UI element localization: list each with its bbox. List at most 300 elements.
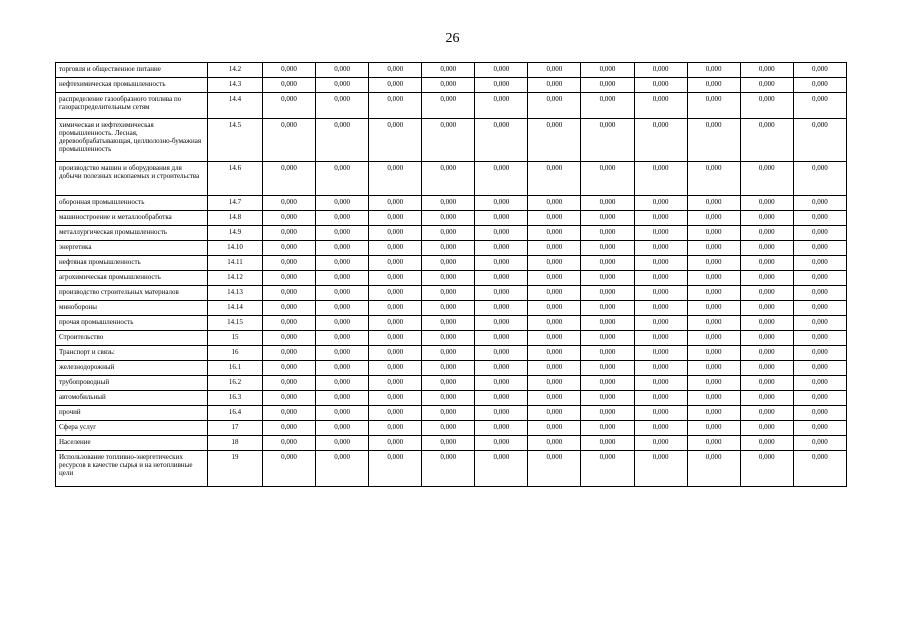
value-cell: 0,000 bbox=[581, 421, 634, 436]
value-cell: 0,000 bbox=[581, 301, 634, 316]
value-cell: 0,000 bbox=[634, 93, 687, 119]
table-row bbox=[56, 346, 847, 361]
value-cell: 0,000 bbox=[793, 436, 846, 451]
value-cell: 0,000 bbox=[581, 226, 634, 241]
value-cell: 0,000 bbox=[422, 451, 475, 487]
value-cell: 0,000 bbox=[528, 391, 581, 406]
value-cell: 0,000 bbox=[422, 421, 475, 436]
value-cell: 0,000 bbox=[316, 241, 369, 256]
row-code: 16 bbox=[208, 346, 263, 361]
value-cell: 0,000 bbox=[422, 286, 475, 301]
value-cell: 0,000 bbox=[740, 226, 793, 241]
value-cell: 0,000 bbox=[369, 211, 422, 226]
value-cell: 0,000 bbox=[634, 78, 687, 93]
value-cell: 0,000 bbox=[528, 63, 581, 78]
value-cell: 0,000 bbox=[369, 63, 422, 78]
row-label: нефтехимическая промышленность bbox=[56, 78, 208, 93]
value-cell: 0,000 bbox=[581, 406, 634, 421]
value-cell: 0,000 bbox=[687, 331, 740, 346]
value-cell: 0,000 bbox=[263, 286, 316, 301]
row-code: 14.14 bbox=[208, 301, 263, 316]
row-label: машиностроение и металлообработка bbox=[56, 211, 208, 226]
value-cell: 0,000 bbox=[581, 271, 634, 286]
value-cell: 0,000 bbox=[528, 286, 581, 301]
value-cell: 0,000 bbox=[528, 271, 581, 286]
value-cell: 0,000 bbox=[528, 346, 581, 361]
value-cell: 0,000 bbox=[369, 271, 422, 286]
row-label: Население bbox=[56, 436, 208, 451]
row-label: производство машин и оборудования для добычи полезных ископаемых и строительства bbox=[56, 162, 208, 196]
value-cell: 0,000 bbox=[528, 119, 581, 162]
value-cell: 0,000 bbox=[475, 316, 528, 331]
value-cell: 0,000 bbox=[793, 391, 846, 406]
value-cell: 0,000 bbox=[740, 436, 793, 451]
value-cell: 0,000 bbox=[422, 226, 475, 241]
value-cell: 0,000 bbox=[740, 119, 793, 162]
value-cell: 0,000 bbox=[793, 406, 846, 421]
value-cell: 0,000 bbox=[422, 361, 475, 376]
row-label: металлургическая промышленность bbox=[56, 226, 208, 241]
value-cell: 0,000 bbox=[422, 162, 475, 196]
value-cell: 0,000 bbox=[263, 361, 316, 376]
row-code: 14.5 bbox=[208, 119, 263, 162]
table-row bbox=[56, 436, 847, 451]
row-label: нефтяная промышленность bbox=[56, 256, 208, 271]
value-cell: 0,000 bbox=[263, 391, 316, 406]
value-cell: 0,000 bbox=[263, 211, 316, 226]
value-cell: 0,000 bbox=[740, 196, 793, 211]
value-cell: 0,000 bbox=[263, 421, 316, 436]
value-cell: 0,000 bbox=[581, 211, 634, 226]
value-cell: 0,000 bbox=[634, 256, 687, 271]
value-cell: 0,000 bbox=[581, 241, 634, 256]
value-cell: 0,000 bbox=[687, 391, 740, 406]
value-cell: 0,000 bbox=[634, 63, 687, 78]
row-label: распределение газообразного топлива по газораспределительным сетям bbox=[56, 93, 208, 119]
value-cell: 0,000 bbox=[475, 376, 528, 391]
value-cell: 0,000 bbox=[528, 78, 581, 93]
row-label: прочий bbox=[56, 406, 208, 421]
value-cell: 0,000 bbox=[581, 196, 634, 211]
table-row bbox=[56, 241, 847, 256]
value-cell: 0,000 bbox=[793, 196, 846, 211]
value-cell: 0,000 bbox=[740, 346, 793, 361]
value-cell: 0,000 bbox=[581, 346, 634, 361]
value-cell: 0,000 bbox=[687, 451, 740, 487]
value-cell: 0,000 bbox=[793, 271, 846, 286]
row-code: 14.3 bbox=[208, 78, 263, 93]
row-code: 16.4 bbox=[208, 406, 263, 421]
value-cell: 0,000 bbox=[528, 93, 581, 119]
value-cell: 0,000 bbox=[369, 226, 422, 241]
value-cell: 0,000 bbox=[793, 451, 846, 487]
value-cell: 0,000 bbox=[316, 286, 369, 301]
value-cell: 0,000 bbox=[528, 436, 581, 451]
table-row bbox=[56, 391, 847, 406]
value-cell: 0,000 bbox=[793, 286, 846, 301]
row-code: 16.1 bbox=[208, 361, 263, 376]
value-cell: 0,000 bbox=[369, 286, 422, 301]
value-cell: 0,000 bbox=[634, 376, 687, 391]
value-cell: 0,000 bbox=[316, 196, 369, 211]
value-cell: 0,000 bbox=[263, 331, 316, 346]
row-label: агрохимическая промышленность bbox=[56, 271, 208, 286]
value-cell: 0,000 bbox=[475, 226, 528, 241]
value-cell: 0,000 bbox=[475, 256, 528, 271]
value-cell: 0,000 bbox=[581, 451, 634, 487]
value-cell: 0,000 bbox=[634, 119, 687, 162]
value-cell: 0,000 bbox=[369, 301, 422, 316]
value-cell: 0,000 bbox=[687, 346, 740, 361]
value-cell: 0,000 bbox=[422, 196, 475, 211]
value-cell: 0,000 bbox=[475, 78, 528, 93]
value-cell: 0,000 bbox=[687, 93, 740, 119]
value-cell: 0,000 bbox=[369, 196, 422, 211]
row-label: железнодорожный bbox=[56, 361, 208, 376]
value-cell: 0,000 bbox=[475, 301, 528, 316]
value-cell: 0,000 bbox=[316, 256, 369, 271]
value-cell: 0,000 bbox=[369, 391, 422, 406]
row-label: Сфера услуг bbox=[56, 421, 208, 436]
value-cell: 0,000 bbox=[422, 93, 475, 119]
value-cell: 0,000 bbox=[316, 391, 369, 406]
row-label: минобороны bbox=[56, 301, 208, 316]
row-code: 19 bbox=[208, 451, 263, 487]
row-label: Строительство bbox=[56, 331, 208, 346]
value-cell: 0,000 bbox=[475, 119, 528, 162]
value-cell: 0,000 bbox=[316, 93, 369, 119]
value-cell: 0,000 bbox=[422, 63, 475, 78]
table-row bbox=[56, 301, 847, 316]
value-cell: 0,000 bbox=[528, 406, 581, 421]
table-row bbox=[56, 226, 847, 241]
value-cell: 0,000 bbox=[316, 436, 369, 451]
value-cell: 0,000 bbox=[793, 346, 846, 361]
value-cell: 0,000 bbox=[687, 271, 740, 286]
row-label: энергетика bbox=[56, 241, 208, 256]
value-cell: 0,000 bbox=[316, 451, 369, 487]
value-cell: 0,000 bbox=[422, 119, 475, 162]
value-cell: 0,000 bbox=[263, 226, 316, 241]
value-cell: 0,000 bbox=[528, 256, 581, 271]
value-cell: 0,000 bbox=[316, 421, 369, 436]
value-cell: 0,000 bbox=[634, 301, 687, 316]
value-cell: 0,000 bbox=[263, 406, 316, 421]
value-cell: 0,000 bbox=[740, 376, 793, 391]
row-code: 14.4 bbox=[208, 93, 263, 119]
value-cell: 0,000 bbox=[740, 331, 793, 346]
value-cell: 0,000 bbox=[793, 421, 846, 436]
table-row bbox=[56, 376, 847, 391]
value-cell: 0,000 bbox=[316, 316, 369, 331]
value-cell: 0,000 bbox=[528, 211, 581, 226]
value-cell: 0,000 bbox=[634, 211, 687, 226]
table-row bbox=[56, 331, 847, 346]
value-cell: 0,000 bbox=[687, 211, 740, 226]
value-cell: 0,000 bbox=[316, 63, 369, 78]
row-label: торговля и общественное питание bbox=[56, 63, 208, 78]
value-cell: 0,000 bbox=[687, 63, 740, 78]
value-cell: 0,000 bbox=[422, 436, 475, 451]
value-cell: 0,000 bbox=[263, 256, 316, 271]
value-cell: 0,000 bbox=[369, 316, 422, 331]
row-code: 14.9 bbox=[208, 226, 263, 241]
value-cell: 0,000 bbox=[634, 451, 687, 487]
value-cell: 0,000 bbox=[475, 271, 528, 286]
row-code: 14.8 bbox=[208, 211, 263, 226]
energy-balance-table bbox=[55, 62, 847, 487]
value-cell: 0,000 bbox=[422, 78, 475, 93]
value-cell: 0,000 bbox=[740, 271, 793, 286]
value-cell: 0,000 bbox=[634, 286, 687, 301]
value-cell: 0,000 bbox=[793, 211, 846, 226]
row-label: оборонная промышленность bbox=[56, 196, 208, 211]
row-label: Использование топливно-энергетических ресурсов в качестве сырья и на нетопливные цели bbox=[56, 451, 208, 487]
value-cell: 0,000 bbox=[316, 361, 369, 376]
value-cell: 0,000 bbox=[528, 376, 581, 391]
value-cell: 0,000 bbox=[316, 346, 369, 361]
value-cell: 0,000 bbox=[422, 241, 475, 256]
value-cell: 0,000 bbox=[475, 196, 528, 211]
value-cell: 0,000 bbox=[422, 271, 475, 286]
value-cell: 0,000 bbox=[740, 451, 793, 487]
value-cell: 0,000 bbox=[369, 346, 422, 361]
value-cell: 0,000 bbox=[422, 406, 475, 421]
table-row bbox=[56, 63, 847, 78]
value-cell: 0,000 bbox=[528, 196, 581, 211]
value-cell: 0,000 bbox=[369, 406, 422, 421]
value-cell: 0,000 bbox=[369, 436, 422, 451]
row-code: 17 bbox=[208, 421, 263, 436]
value-cell: 0,000 bbox=[581, 162, 634, 196]
value-cell: 0,000 bbox=[263, 376, 316, 391]
row-code: 15 bbox=[208, 331, 263, 346]
value-cell: 0,000 bbox=[740, 93, 793, 119]
value-cell: 0,000 bbox=[528, 421, 581, 436]
value-cell: 0,000 bbox=[740, 286, 793, 301]
value-cell: 0,000 bbox=[422, 391, 475, 406]
value-cell: 0,000 bbox=[740, 361, 793, 376]
value-cell: 0,000 bbox=[369, 119, 422, 162]
value-cell: 0,000 bbox=[581, 361, 634, 376]
table-row bbox=[56, 78, 847, 93]
row-label: прочая промышленность bbox=[56, 316, 208, 331]
table-row bbox=[56, 196, 847, 211]
value-cell: 0,000 bbox=[475, 286, 528, 301]
row-code: 16.3 bbox=[208, 391, 263, 406]
value-cell: 0,000 bbox=[316, 226, 369, 241]
value-cell: 0,000 bbox=[740, 406, 793, 421]
value-cell: 0,000 bbox=[475, 346, 528, 361]
row-code: 16.2 bbox=[208, 376, 263, 391]
value-cell: 0,000 bbox=[475, 331, 528, 346]
row-code: 18 bbox=[208, 436, 263, 451]
table-row bbox=[56, 93, 847, 119]
value-cell: 0,000 bbox=[581, 316, 634, 331]
value-cell: 0,000 bbox=[740, 241, 793, 256]
row-label: автомобильный bbox=[56, 391, 208, 406]
row-code: 14.6 bbox=[208, 162, 263, 196]
value-cell: 0,000 bbox=[634, 331, 687, 346]
value-cell: 0,000 bbox=[687, 241, 740, 256]
value-cell: 0,000 bbox=[263, 63, 316, 78]
value-cell: 0,000 bbox=[793, 162, 846, 196]
value-cell: 0,000 bbox=[687, 226, 740, 241]
value-cell: 0,000 bbox=[475, 421, 528, 436]
value-cell: 0,000 bbox=[687, 286, 740, 301]
value-cell: 0,000 bbox=[369, 451, 422, 487]
value-cell: 0,000 bbox=[687, 361, 740, 376]
value-cell: 0,000 bbox=[793, 78, 846, 93]
value-cell: 0,000 bbox=[263, 93, 316, 119]
value-cell: 0,000 bbox=[634, 346, 687, 361]
value-cell: 0,000 bbox=[793, 93, 846, 119]
table-row bbox=[56, 119, 847, 162]
value-cell: 0,000 bbox=[369, 93, 422, 119]
table-row bbox=[56, 286, 847, 301]
value-cell: 0,000 bbox=[263, 162, 316, 196]
row-code: 14.15 bbox=[208, 316, 263, 331]
value-cell: 0,000 bbox=[422, 256, 475, 271]
table-row bbox=[56, 316, 847, 331]
value-cell: 0,000 bbox=[369, 78, 422, 93]
value-cell: 0,000 bbox=[793, 241, 846, 256]
value-cell: 0,000 bbox=[634, 421, 687, 436]
row-label: химическая и нефтехимическая промышленность. Лесная, деревообрабатывающая, целлюлозно-бумажная промышленность bbox=[56, 119, 208, 162]
value-cell: 0,000 bbox=[316, 78, 369, 93]
value-cell: 0,000 bbox=[740, 256, 793, 271]
value-cell: 0,000 bbox=[369, 241, 422, 256]
value-cell: 0,000 bbox=[793, 63, 846, 78]
value-cell: 0,000 bbox=[528, 316, 581, 331]
value-cell: 0,000 bbox=[687, 406, 740, 421]
value-cell: 0,000 bbox=[422, 301, 475, 316]
value-cell: 0,000 bbox=[475, 451, 528, 487]
value-cell: 0,000 bbox=[263, 346, 316, 361]
row-code: 14.7 bbox=[208, 196, 263, 211]
row-label: трубопроводный bbox=[56, 376, 208, 391]
value-cell: 0,000 bbox=[581, 436, 634, 451]
value-cell: 0,000 bbox=[687, 119, 740, 162]
row-code: 14.10 bbox=[208, 241, 263, 256]
value-cell: 0,000 bbox=[793, 301, 846, 316]
value-cell: 0,000 bbox=[369, 421, 422, 436]
value-cell: 0,000 bbox=[263, 241, 316, 256]
value-cell: 0,000 bbox=[687, 316, 740, 331]
value-cell: 0,000 bbox=[687, 421, 740, 436]
value-cell: 0,000 bbox=[793, 226, 846, 241]
value-cell: 0,000 bbox=[581, 286, 634, 301]
table-row bbox=[56, 271, 847, 286]
value-cell: 0,000 bbox=[581, 119, 634, 162]
value-cell: 0,000 bbox=[740, 301, 793, 316]
value-cell: 0,000 bbox=[740, 63, 793, 78]
value-cell: 0,000 bbox=[316, 119, 369, 162]
value-cell: 0,000 bbox=[263, 451, 316, 487]
value-cell: 0,000 bbox=[422, 331, 475, 346]
row-code: 14.12 bbox=[208, 271, 263, 286]
value-cell: 0,000 bbox=[422, 376, 475, 391]
value-cell: 0,000 bbox=[369, 361, 422, 376]
value-cell: 0,000 bbox=[422, 316, 475, 331]
value-cell: 0,000 bbox=[263, 316, 316, 331]
value-cell: 0,000 bbox=[316, 331, 369, 346]
value-cell: 0,000 bbox=[687, 301, 740, 316]
value-cell: 0,000 bbox=[687, 256, 740, 271]
value-cell: 0,000 bbox=[475, 93, 528, 119]
value-cell: 0,000 bbox=[634, 406, 687, 421]
value-cell: 0,000 bbox=[581, 78, 634, 93]
value-cell: 0,000 bbox=[740, 391, 793, 406]
table-row bbox=[56, 406, 847, 421]
value-cell: 0,000 bbox=[581, 391, 634, 406]
value-cell: 0,000 bbox=[793, 256, 846, 271]
table-row bbox=[56, 451, 847, 487]
value-cell: 0,000 bbox=[263, 119, 316, 162]
value-cell: 0,000 bbox=[687, 162, 740, 196]
row-code: 14.2 bbox=[208, 63, 263, 78]
table-row bbox=[56, 421, 847, 436]
value-cell: 0,000 bbox=[687, 196, 740, 211]
value-cell: 0,000 bbox=[475, 391, 528, 406]
value-cell: 0,000 bbox=[263, 436, 316, 451]
value-cell: 0,000 bbox=[581, 63, 634, 78]
row-code: 14.11 bbox=[208, 256, 263, 271]
value-cell: 0,000 bbox=[634, 436, 687, 451]
value-cell: 0,000 bbox=[581, 376, 634, 391]
value-cell: 0,000 bbox=[740, 78, 793, 93]
value-cell: 0,000 bbox=[634, 271, 687, 286]
value-cell: 0,000 bbox=[793, 331, 846, 346]
value-cell: 0,000 bbox=[634, 196, 687, 211]
value-cell: 0,000 bbox=[528, 331, 581, 346]
value-cell: 0,000 bbox=[740, 421, 793, 436]
table-row bbox=[56, 211, 847, 226]
value-cell: 0,000 bbox=[793, 119, 846, 162]
value-cell: 0,000 bbox=[687, 436, 740, 451]
value-cell: 0,000 bbox=[634, 162, 687, 196]
table-row bbox=[56, 256, 847, 271]
value-cell: 0,000 bbox=[528, 162, 581, 196]
value-cell: 0,000 bbox=[475, 162, 528, 196]
value-cell: 0,000 bbox=[528, 451, 581, 487]
value-cell: 0,000 bbox=[369, 331, 422, 346]
value-cell: 0,000 bbox=[475, 436, 528, 451]
value-cell: 0,000 bbox=[793, 361, 846, 376]
value-cell: 0,000 bbox=[687, 376, 740, 391]
value-cell: 0,000 bbox=[422, 211, 475, 226]
value-cell: 0,000 bbox=[475, 361, 528, 376]
value-cell: 0,000 bbox=[634, 391, 687, 406]
row-label: производство строительных материалов bbox=[56, 286, 208, 301]
row-code: 14.13 bbox=[208, 286, 263, 301]
value-cell: 0,000 bbox=[475, 63, 528, 78]
value-cell: 0,000 bbox=[740, 162, 793, 196]
value-cell: 0,000 bbox=[634, 316, 687, 331]
value-cell: 0,000 bbox=[263, 271, 316, 286]
value-cell: 0,000 bbox=[263, 301, 316, 316]
page-number: 26 bbox=[445, 31, 460, 46]
value-cell: 0,000 bbox=[740, 316, 793, 331]
value-cell: 0,000 bbox=[528, 241, 581, 256]
value-cell: 0,000 bbox=[793, 316, 846, 331]
value-cell: 0,000 bbox=[316, 376, 369, 391]
value-cell: 0,000 bbox=[581, 256, 634, 271]
value-cell: 0,000 bbox=[369, 376, 422, 391]
value-cell: 0,000 bbox=[581, 331, 634, 346]
row-label: Транспорт и связь: bbox=[56, 346, 208, 361]
value-cell: 0,000 bbox=[316, 301, 369, 316]
